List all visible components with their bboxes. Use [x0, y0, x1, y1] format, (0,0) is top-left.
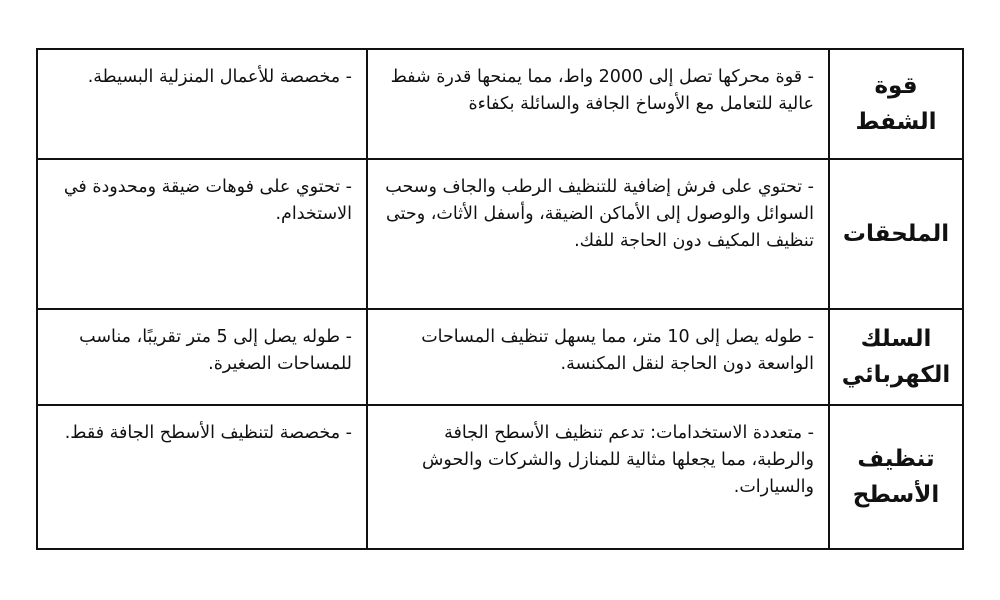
table-cell-comparison: - مخصصة للأعمال المنزلية البسيطة. [37, 49, 367, 159]
row-heading: تنظيف الأسطح [829, 405, 963, 549]
table-cell-comparison: - تحتوي على فوهات ضيقة ومحدودة في الاستخدام. [37, 159, 367, 309]
table-cell-comparison: - مخصصة لتنظيف الأسطح الجافة فقط. [37, 405, 367, 549]
table-cell-comparison: - طوله يصل إلى 5 متر تقريبًا، مناسب للمساحات الصغيرة. [37, 309, 367, 405]
row-heading: الملحقات [829, 159, 963, 309]
row-heading: قوة الشفط [829, 49, 963, 159]
row-heading: السلك الكهربائي [829, 309, 963, 405]
table-row [37, 405, 963, 549]
table-row [37, 159, 963, 309]
table-cell-feature: - متعددة الاستخدامات: تدعم تنظيف الأسطح الجافة والرطبة، مما يجعلها مثالية للمنازل والشركات والحوش والسيارات. [367, 405, 829, 549]
comparison-table-wrapper [36, 48, 964, 550]
table-row [37, 309, 963, 405]
comparison-table [36, 48, 964, 550]
table-cell-feature: - تحتوي على فرش إضافية للتنظيف الرطب والجاف وسحب السوائل والوصول إلى الأماكن الضيقة، وأسفل الأثاث، وحتى تنظيف المكيف دون الحاجة للفك. [367, 159, 829, 309]
table-row [37, 49, 963, 159]
table-cell-feature: - قوة محركها تصل إلى 2000 واط، مما يمنحها قدرة شفط عالية للتعامل مع الأوساخ الجافة والسائلة بكفاءة [367, 49, 829, 159]
table-cell-feature: - طوله يصل إلى 10 متر، مما يسهل تنظيف المساحات الواسعة دون الحاجة لنقل المكنسة. [367, 309, 829, 405]
